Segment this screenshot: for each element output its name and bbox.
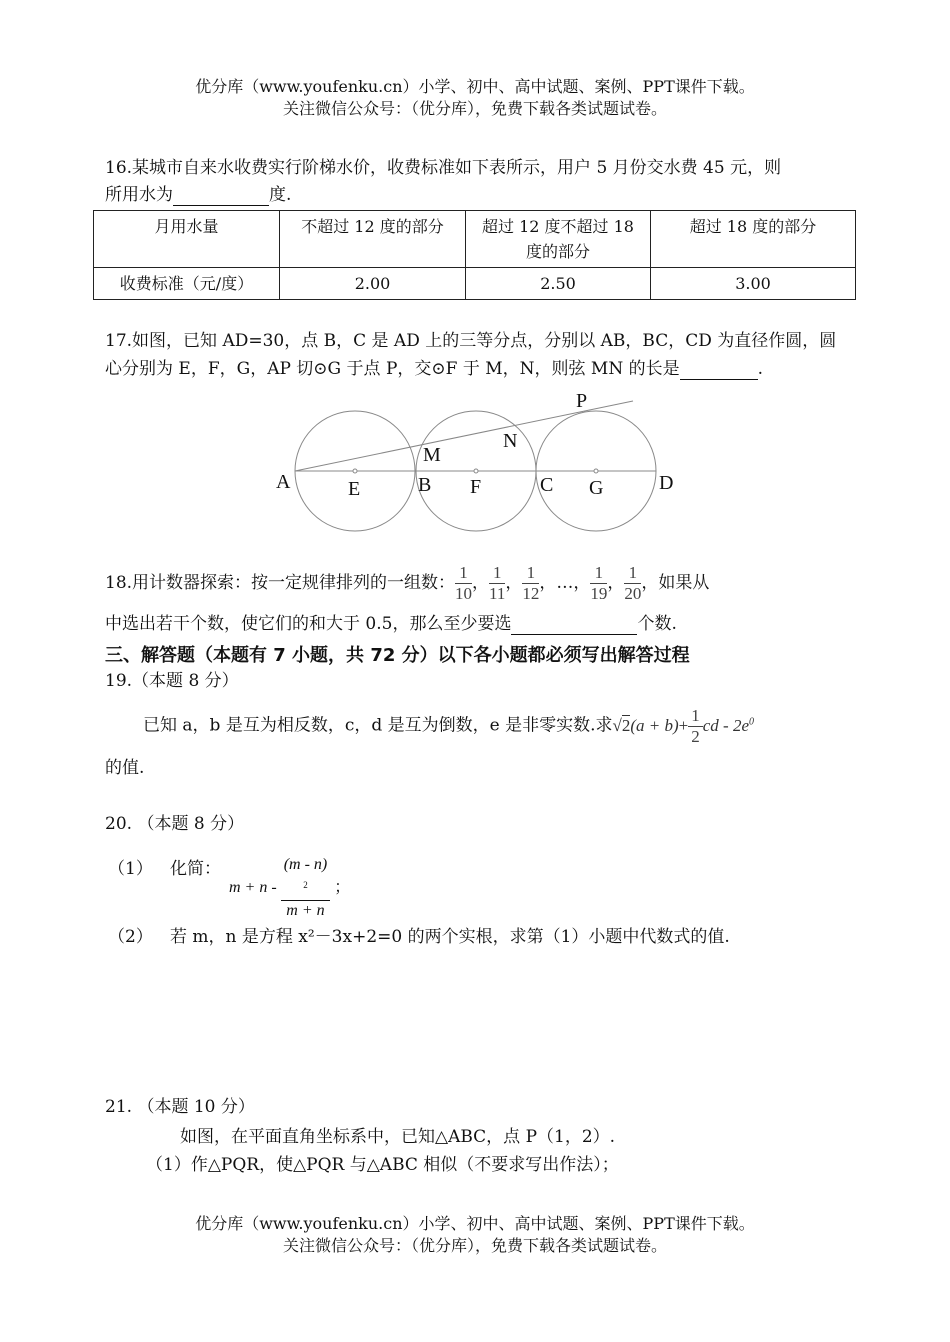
separator: ， — [472, 573, 490, 593]
center-f-dot — [474, 469, 478, 473]
fraction-1-19: $\frac{1}{19}$ — [590, 563, 608, 603]
water-fee-table — [93, 210, 856, 300]
separator: ， — [539, 573, 557, 593]
label-n: N — [503, 430, 518, 452]
q18-line-2-post: 个数. — [637, 614, 677, 634]
q17-answer-blank[interactable] — [680, 361, 758, 380]
label-f: F — [470, 476, 482, 498]
table-header-cell: 超过 12 度不超过 18 度的部分 — [466, 211, 651, 268]
q17-line-1: 17.如图，已知 AD=30，点 B，C 是 AD 上的三等分点，分别以 AB，BC，CD 为直径作圆，圆 — [105, 331, 837, 351]
table-row — [94, 211, 856, 268]
label-b: B — [418, 474, 432, 496]
fraction-1-11: $\frac{1}{11}$ — [489, 563, 506, 603]
label-d: D — [659, 472, 674, 494]
q19-title: 19.（本题 8 分） — [105, 671, 239, 691]
q16-line-2-pre: 所用水为 — [105, 185, 173, 205]
separator: ， — [607, 573, 625, 593]
q21-title: 21. （本题 10 分） — [105, 1097, 255, 1117]
q16-line-2-post: 度. — [269, 185, 292, 205]
table-cell: 2.00 — [280, 268, 466, 300]
header-line-2: 关注微信公众号：（优分库），免费下载各类试题试卷。 — [282, 99, 667, 118]
table-header-cell: 月用水量 — [94, 211, 280, 268]
q18-line-2-pre: 中选出若干个数，使它们的和大于 0.5，那么至少要选 — [105, 614, 512, 634]
q18-answer-blank[interactable] — [511, 616, 637, 635]
separator: ， — [505, 573, 523, 593]
footer-line-1: 优分库（www.youfenku.cn）小学、初中、高中试题、案例、PPT课件下载。 — [195, 1214, 755, 1233]
label-a: A — [276, 471, 291, 493]
table-header-cell: 不超过 12 度的部分 — [280, 211, 466, 268]
q16-line-2 — [105, 184, 291, 206]
q18-line-1-post: ，如果从 — [641, 573, 710, 593]
footer-line-2: 关注微信公众号：（优分库），免费下载各类试题试卷。 — [282, 1236, 667, 1255]
q20-part1-label: （1） — [108, 859, 153, 879]
fraction-1-20: $\frac{1}{20}$ — [624, 563, 642, 603]
label-m: M — [423, 444, 441, 466]
table-header-cell: 超过 18 度的部分 — [651, 211, 856, 268]
q21-line-2: （1）作△PQR，使△PQR 与△ABC 相似（不要求写出作法）； — [146, 1155, 619, 1175]
q18-line-2 — [105, 613, 677, 635]
q20-part1-text: 化简： — [170, 859, 221, 879]
q20-title: 20. （本题 8 分） — [105, 814, 245, 834]
header-line-1: 优分库（www.youfenku.cn）小学、初中、高中试题、案例、PPT课件下载。 — [195, 77, 755, 96]
ellipsis: … — [556, 573, 574, 593]
q17-line-2-pre: 心分别为 E，F，G，AP 切⊙G 于点 P，交⊙F 于 M，N，则弦 MN 的长是 — [105, 359, 680, 379]
q18-line-1 — [105, 560, 709, 606]
label-e: E — [348, 478, 361, 500]
q19-text-post: 的值. — [105, 758, 145, 778]
q19-formula: √2(a + b)+ $\frac{1}{2}$ cd - $2e^0$ — [612, 706, 754, 747]
fraction-1-10: $\frac{1}{10}$ — [455, 563, 473, 603]
table-row — [94, 268, 856, 300]
q18-line-1-pre: 18.用计数器探索：按一定规律排列的一组数： — [105, 573, 456, 593]
label-g: G — [589, 477, 604, 499]
q19-text-pre: 已知 a，b 是互为相反数，c，d 是互为倒数，e 是非零实数.求 — [143, 715, 613, 736]
three-circles-figure — [260, 385, 700, 560]
q20-part1-formula: m + n - (m - n) $^2$ m + n ； — [229, 856, 351, 920]
q16-answer-blank[interactable] — [173, 187, 269, 206]
fraction-1-12: $\frac{1}{12}$ — [522, 563, 540, 603]
q17-line-2-post: . — [757, 359, 764, 379]
q21-line-1: 如图，在平面直角坐标系中，已知△ABC，点 P（1，2）. — [180, 1127, 616, 1147]
label-p: P — [576, 390, 588, 412]
table-cell: 2.50 — [466, 268, 651, 300]
q16-line-1: 16.某城市自来水收费实行阶梯水价，收费标准如下表所示，用户 5 月份交水费 45 元，则 — [105, 158, 782, 178]
q17-line-2 — [105, 358, 763, 380]
table-cell: 3.00 — [651, 268, 856, 300]
center-g-dot — [594, 469, 598, 473]
label-c: C — [540, 474, 554, 496]
table-cell: 收费标准（元/度） — [94, 268, 280, 300]
q20-part2-text: 若 m，n 是方程 x²－3x+2=0 的两个实根，求第（1）小题中代数式的值. — [170, 927, 730, 947]
center-e-dot — [353, 469, 357, 473]
q19-text — [143, 702, 754, 747]
q20-part2-label: （2） — [108, 927, 153, 947]
section-3-title: 三、解答题（本题有 7 小题，共 72 分）以下各小题都必须写出解答过程 — [105, 645, 690, 666]
separator: ， — [573, 573, 591, 593]
